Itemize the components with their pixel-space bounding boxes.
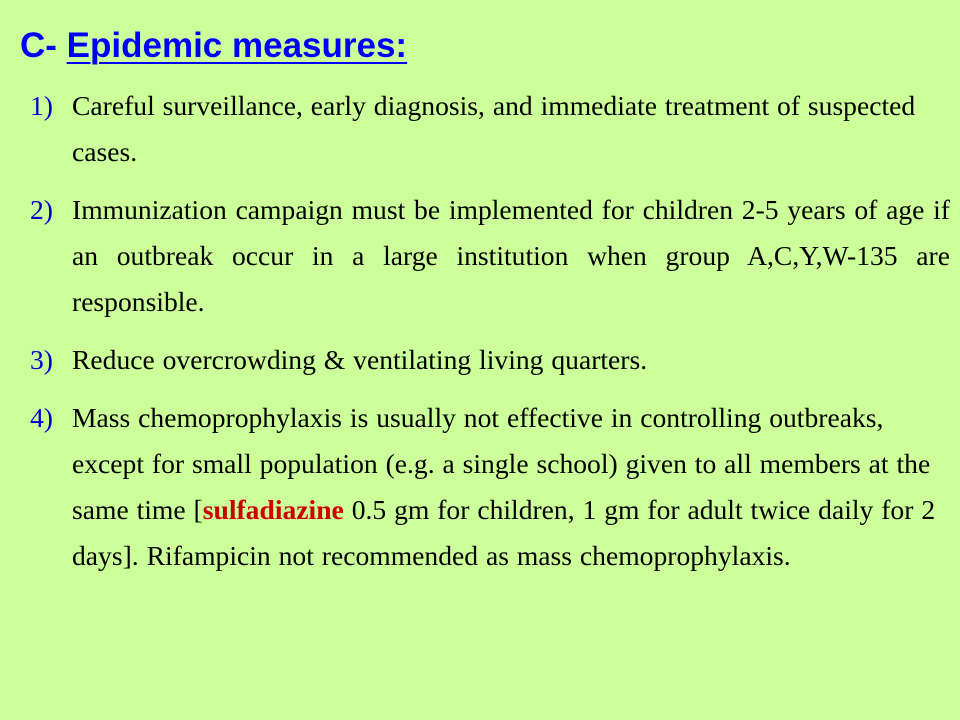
drug-name-highlight: sulfadiazine bbox=[202, 494, 344, 525]
measure-item-1 bbox=[30, 83, 950, 175]
title-prefix: C- bbox=[20, 26, 67, 65]
item-number: 2) bbox=[30, 194, 53, 225]
measure-item-3 bbox=[30, 337, 950, 383]
measure-item-2 bbox=[30, 187, 950, 325]
measure-item-4 bbox=[30, 395, 950, 579]
item-text: Careful surveillance, early diagnosis, and immediate treatment of suspected cases. bbox=[72, 90, 916, 167]
slide-title bbox=[20, 18, 407, 74]
item-text: Immunization campaign must be implemented for children 2-5 years of age if an outbreak occur in a large institution when group A,C,Y,W-135 are responsible. bbox=[72, 194, 950, 317]
item-text-before: Mass chemoprophylaxis is usually not effective in controlling outbreaks, except for small population (e.g. a single school) given to all members at the same time [ bbox=[72, 402, 931, 525]
title-main: Epidemic measures: bbox=[66, 26, 408, 65]
item-text bbox=[72, 395, 950, 579]
item-text: Reduce overcrowding & ventilating living quarters. bbox=[72, 344, 648, 375]
item-text-after: 0.5 gm for children, 1 gm for adult twice daily for 2 days]. Rifampicin not recommended as mass chemoprophylaxis. bbox=[72, 494, 936, 571]
item-number: 4) bbox=[30, 402, 53, 433]
measures-list bbox=[30, 83, 950, 591]
item-number: 3) bbox=[30, 344, 53, 375]
item-number: 1) bbox=[30, 90, 53, 121]
